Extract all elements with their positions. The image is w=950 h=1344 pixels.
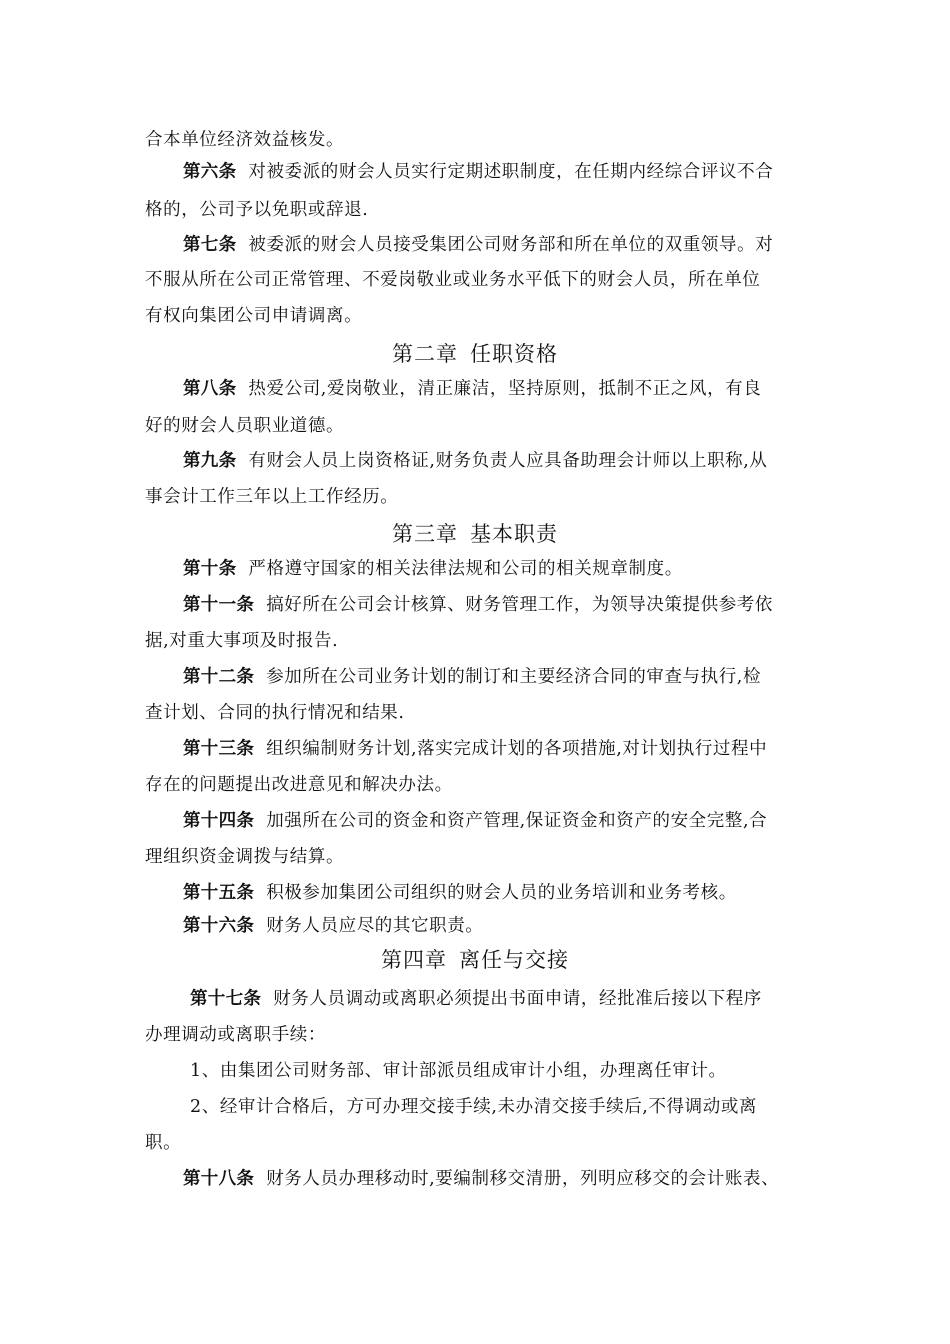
article-text: 热爱公司,爱岗敬业，清正廉洁，坚持原则，抵制不正之风，有良 <box>248 379 762 399</box>
article-text: 财务人员办理移动时,要编制移交清册，列明应移交的会计账表、 <box>266 1169 780 1189</box>
text: 查计划、合同的执行情况和结果. <box>145 703 405 723</box>
article-label: 第六条 <box>183 162 237 182</box>
paragraph-line <box>145 1131 825 1155</box>
article-text: 加强所在公司的资金和资产管理,保证资金和资产的安全完整,合 <box>266 811 768 831</box>
article-text: 被委派的财会人员接受集团公司财务部和所在单位的双重领导。对 <box>248 235 774 255</box>
paragraph-line <box>145 1023 825 1047</box>
text: 理组织资金调拨与结算。 <box>145 847 345 867</box>
article-16 <box>183 914 863 938</box>
text: 据,对重大事项及时报告. <box>145 631 339 651</box>
paragraph-line <box>145 304 825 328</box>
chapter-number: 第二章 <box>392 342 458 366</box>
text: 有权向集团公司申请调离。 <box>145 306 363 326</box>
article-text: 搞好所在公司会计核算、财务管理工作，为领导决策提供参考依 <box>266 595 774 615</box>
article-text: 组织编制财务计划,落实完成计划的各项措施,对计划执行过程中 <box>266 739 768 759</box>
article-8 <box>183 377 863 401</box>
article-11 <box>183 593 863 617</box>
paragraph-line <box>145 701 825 725</box>
article-text: 对被委派的财会人员实行定期述职制度，在任期内经综合评议不合 <box>248 162 774 182</box>
article-label: 第十六条 <box>183 916 255 936</box>
paragraph-line <box>145 268 825 292</box>
chapter-number: 第四章 <box>381 948 447 972</box>
chapter-heading <box>0 946 950 974</box>
article-text: 参加所在公司业务计划的制订和主要经济合同的审查与执行,检 <box>266 667 762 687</box>
article-label: 第十四条 <box>183 811 255 831</box>
text: 格的，公司予以免职或辞退. <box>145 200 369 220</box>
text: 不服从所在公司正常管理、不爱岗敬业或业务水平低下的财会人员，所在单位 <box>145 270 761 290</box>
text: 存在的问题提出改进意见和解决办法。 <box>145 775 453 795</box>
article-13 <box>183 737 863 761</box>
article-label: 第八条 <box>183 379 237 399</box>
text: 职。 <box>145 1133 182 1153</box>
article-label: 第十七条 <box>190 989 262 1009</box>
paragraph-line <box>145 773 825 797</box>
article-text: 财务人员调动或离职必须提出书面申请，经批准后接以下程序 <box>273 989 762 1009</box>
paragraph-line <box>145 485 825 509</box>
paragraph-line <box>145 629 825 653</box>
article-10 <box>183 557 863 581</box>
text: 事会计工作三年以上工作经历。 <box>145 487 399 507</box>
chapter-heading <box>0 340 950 368</box>
text: 好的财会人员职业道德。 <box>145 416 345 436</box>
article-label: 第十八条 <box>183 1169 255 1189</box>
article-15 <box>183 881 863 905</box>
article-text: 严格遵守国家的相关法律法规和公司的相关规章制度。 <box>248 559 683 579</box>
article-6 <box>183 160 863 184</box>
article-12 <box>183 665 863 689</box>
article-7 <box>183 233 863 257</box>
article-label: 第十五条 <box>183 883 255 903</box>
list-item-1 <box>190 1059 870 1083</box>
chapter-title: 离任与交接 <box>459 948 569 972</box>
article-text: 积极参加集团公司组织的财会人员的业务培训和业务考核。 <box>266 883 737 903</box>
chapter-heading <box>0 520 950 548</box>
article-label: 第十一条 <box>183 595 255 615</box>
article-label: 第十三条 <box>183 739 255 759</box>
text: 2、经审计合格后，方可办理交接手续,未办清交接手续后,不得调动或离 <box>190 1097 758 1117</box>
article-label: 第十二条 <box>183 667 255 687</box>
text: 合本单位经济效益核发。 <box>145 130 345 150</box>
paragraph-line <box>145 845 825 869</box>
chapter-title: 基本职责 <box>470 522 558 546</box>
article-14 <box>183 809 863 833</box>
chapter-number: 第三章 <box>392 522 458 546</box>
chapter-title: 任职资格 <box>470 342 558 366</box>
article-9 <box>183 449 863 473</box>
list-item-2 <box>190 1095 870 1119</box>
article-text: 有财会人员上岗资格证,财务负责人应具备助理会计师以上职称,从 <box>248 451 768 471</box>
text: 办理调动或离职手续： <box>145 1025 326 1045</box>
article-label: 第十条 <box>183 559 237 579</box>
paragraph-line <box>145 128 825 152</box>
article-17 <box>190 987 870 1011</box>
article-label: 第七条 <box>183 235 237 255</box>
paragraph-line <box>145 414 825 438</box>
text: 1、由集团公司财务部、审计部派员组成审计小组，办理离任审计。 <box>190 1061 727 1081</box>
article-text: 财务人员应尽的其它职责。 <box>266 916 484 936</box>
article-label: 第九条 <box>183 451 237 471</box>
paragraph-line <box>145 198 825 222</box>
article-18 <box>183 1167 863 1191</box>
